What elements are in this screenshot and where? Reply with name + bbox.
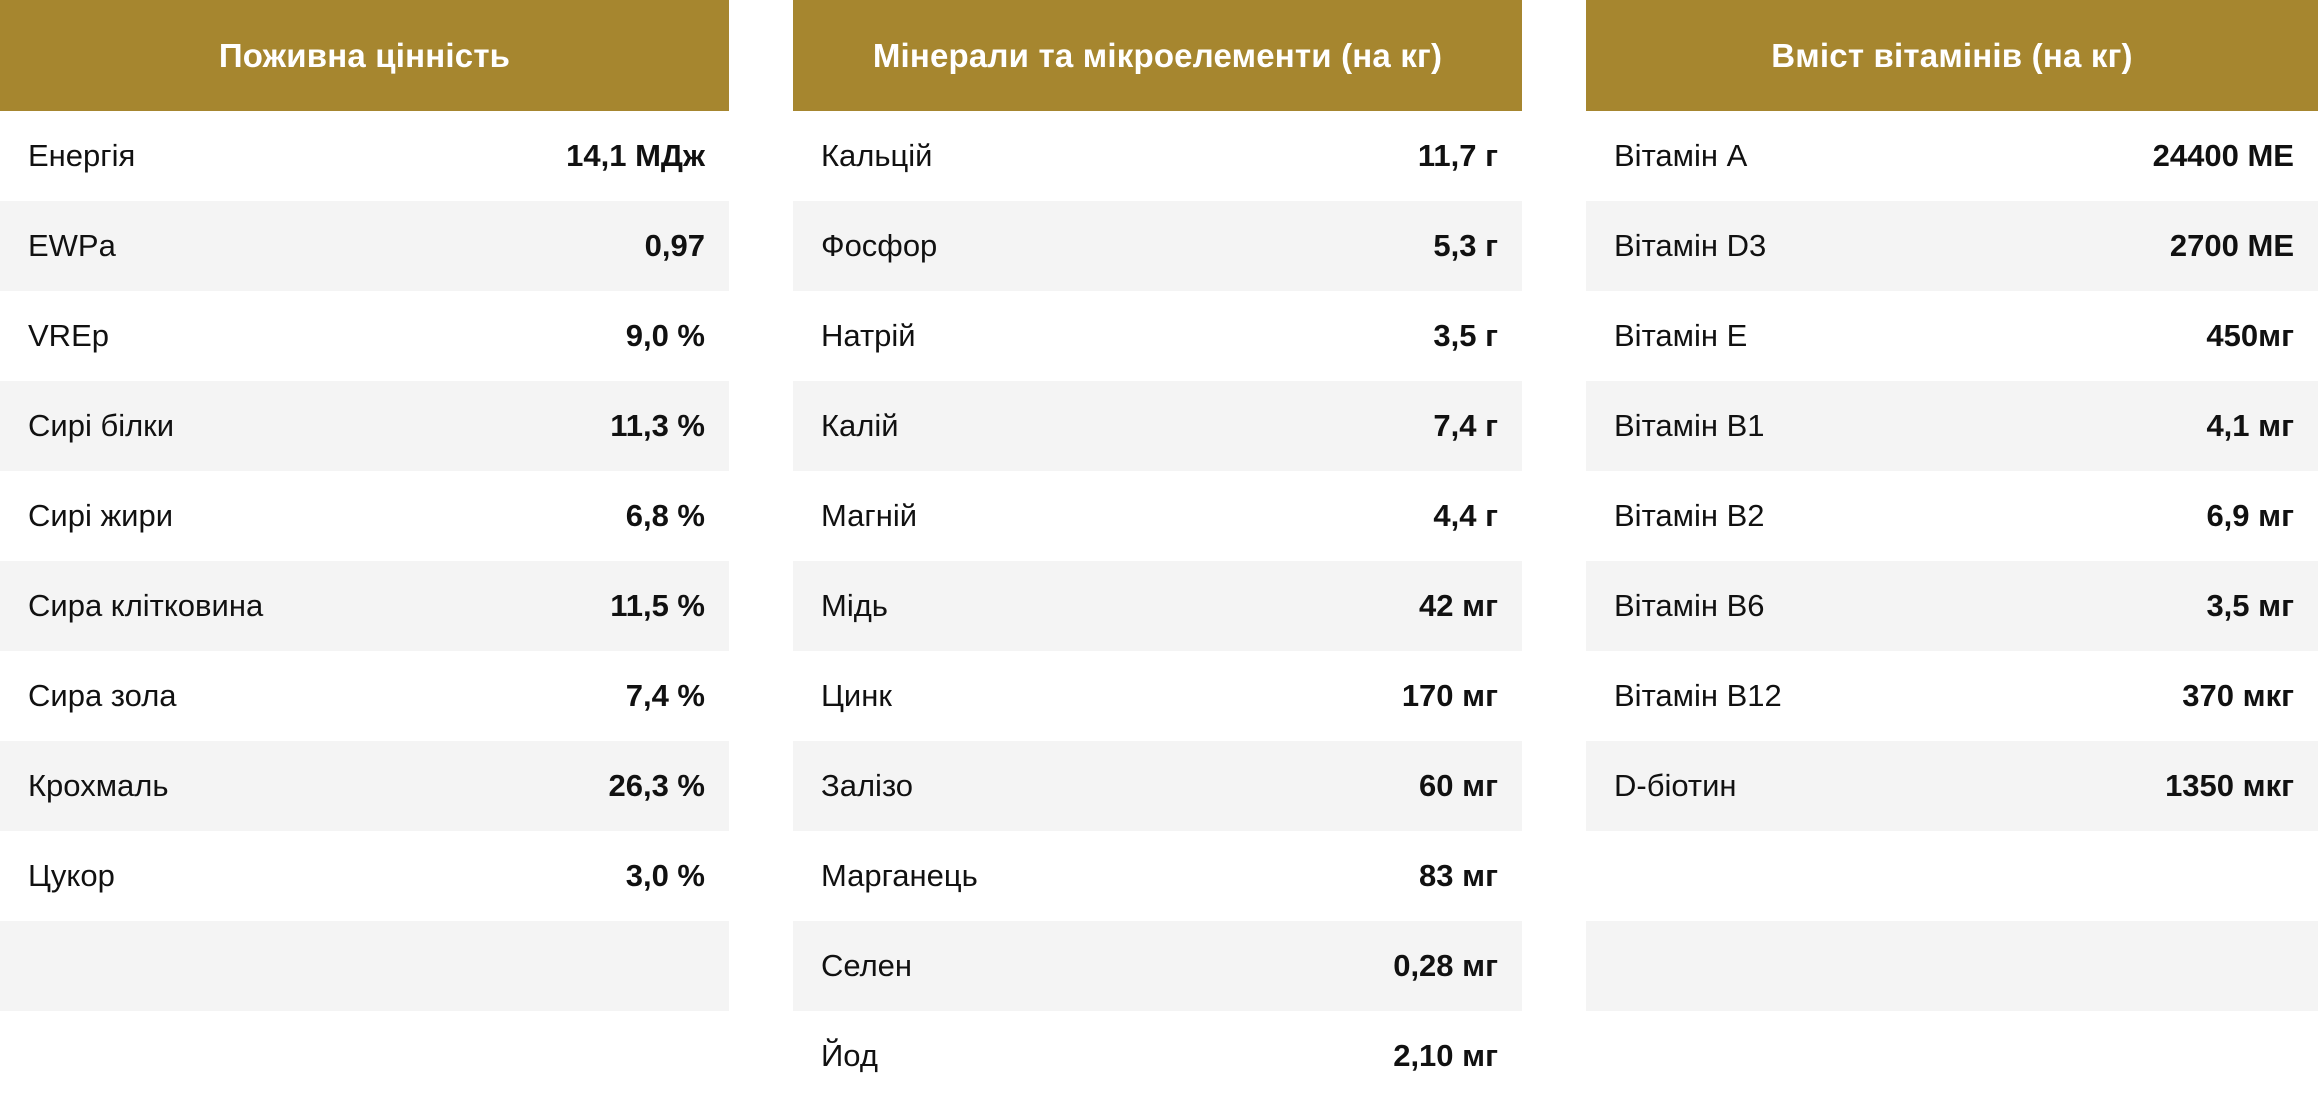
row-label: Калій <box>821 408 899 443</box>
table-row <box>793 201 1522 291</box>
row-label: Магній <box>821 498 918 533</box>
row-value: 6,9 мг <box>2206 498 2294 533</box>
table-row <box>793 381 1522 471</box>
row-label: Сира клітковина <box>28 588 264 623</box>
table-row <box>0 651 729 741</box>
row-label: Вітамін E <box>1614 318 1748 353</box>
table-row <box>0 831 729 921</box>
table-row-empty <box>1586 831 2318 921</box>
table-row <box>0 471 729 561</box>
table-row <box>0 291 729 381</box>
row-value: 0,97 <box>644 228 705 263</box>
row-value: 4,1 мг <box>2206 408 2294 443</box>
row-value: 3,5 мг <box>2206 588 2294 623</box>
table-row <box>1586 381 2318 471</box>
row-label: Вітамін D3 <box>1614 228 1767 263</box>
row-label: Цинк <box>821 678 892 713</box>
table-row <box>793 831 1522 921</box>
row-label: Цукор <box>28 858 115 893</box>
table-row <box>1586 201 2318 291</box>
row-label: Сира зола <box>28 678 177 713</box>
row-value: 83 мг <box>1419 858 1498 893</box>
row-label: Енергія <box>28 138 136 173</box>
table-header-nutritional-value: Поживна цінність <box>0 0 729 111</box>
row-value: 450мг <box>2206 318 2294 353</box>
table-row <box>0 201 729 291</box>
row-value: 9,0 % <box>625 318 705 353</box>
row-value: 11,7 г <box>1417 138 1498 173</box>
row-label: Вітамін B6 <box>1614 588 1765 623</box>
row-label: Натрій <box>821 318 916 353</box>
table-body-nutritional-value <box>0 111 729 1107</box>
row-label: Вітамін B2 <box>1614 498 1765 533</box>
table-row <box>1586 471 2318 561</box>
row-value: 2700 МЕ <box>2169 228 2294 263</box>
table-row <box>793 921 1522 1011</box>
column-gap <box>1522 0 1586 1107</box>
column-gap <box>729 0 793 1107</box>
table-row <box>793 651 1522 741</box>
table-body-vitamins <box>1586 111 2318 1107</box>
row-label: Фосфор <box>821 228 938 263</box>
row-value: 4,4 г <box>1433 498 1498 533</box>
row-label: D-біотин <box>1614 768 1737 803</box>
table-row <box>1586 741 2318 831</box>
table-row <box>1586 561 2318 651</box>
row-label: Сирі жири <box>28 498 174 533</box>
row-value: 5,3 г <box>1433 228 1498 263</box>
row-label: Марганець <box>821 858 978 893</box>
row-label: VREp <box>28 318 109 353</box>
row-label: Вітамін B12 <box>1614 678 1782 713</box>
row-value: 42 мг <box>1419 588 1498 623</box>
table-row <box>1586 651 2318 741</box>
row-value: 7,4 г <box>1433 408 1498 443</box>
row-value: 2,10 мг <box>1393 1038 1498 1073</box>
table-row <box>793 471 1522 561</box>
row-label: Селен <box>821 948 913 983</box>
table-row <box>0 561 729 651</box>
table-row-empty <box>0 921 729 1011</box>
row-label: Крохмаль <box>28 768 169 803</box>
row-value: 7,4 % <box>625 678 705 713</box>
row-label: Вітамін A <box>1614 138 1748 173</box>
row-value: 14,1 МДж <box>566 138 705 173</box>
row-value: 3,5 г <box>1433 318 1498 353</box>
row-label: Залізо <box>821 768 914 803</box>
table-row <box>0 381 729 471</box>
table-minerals <box>793 0 1522 1107</box>
table-header-minerals: Мінерали та мікроелементи (на кг) <box>793 0 1522 111</box>
row-label: Мідь <box>821 588 888 623</box>
row-value: 0,28 мг <box>1393 948 1498 983</box>
row-label: Вітамін B1 <box>1614 408 1765 443</box>
table-row <box>0 111 729 201</box>
row-value: 26,3 % <box>608 768 705 803</box>
row-label: Кальцій <box>821 138 933 173</box>
table-row-empty <box>0 1011 729 1101</box>
row-value: 11,5 % <box>610 588 705 623</box>
row-value: 11,3 % <box>610 408 705 443</box>
table-row <box>1586 111 2318 201</box>
row-value: 60 мг <box>1419 768 1498 803</box>
row-value: 370 мкг <box>2182 678 2294 713</box>
row-value: 170 мг <box>1401 678 1498 713</box>
table-row <box>793 111 1522 201</box>
row-label: Сирі білки <box>28 408 175 443</box>
table-row-empty <box>1586 921 2318 1011</box>
table-row <box>1586 291 2318 381</box>
row-value: 6,8 % <box>625 498 705 533</box>
row-label: Йод <box>821 1038 878 1073</box>
table-row <box>793 291 1522 381</box>
table-header-vitamins: Вміст вітамінів (на кг) <box>1586 0 2318 111</box>
table-row-empty <box>1586 1011 2318 1101</box>
table-row <box>793 1011 1522 1101</box>
table-nutritional-value <box>0 0 729 1107</box>
table-row <box>0 741 729 831</box>
row-value: 24400 МЕ <box>2152 138 2294 173</box>
table-vitamins <box>1586 0 2318 1107</box>
row-value: 3,0 % <box>625 858 705 893</box>
row-value: 1350 мкг <box>2165 768 2294 803</box>
row-label: EWPa <box>28 228 116 263</box>
table-row <box>793 561 1522 651</box>
table-row <box>793 741 1522 831</box>
table-body-minerals <box>793 111 1522 1107</box>
